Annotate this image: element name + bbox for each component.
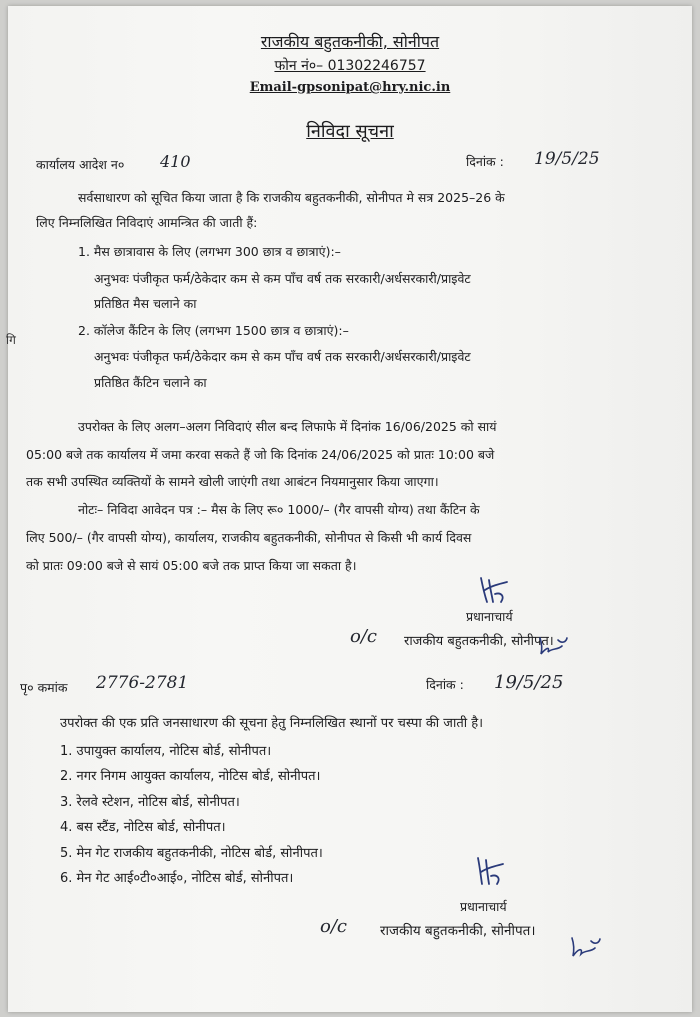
endorsement-item-3: 3. रेलवे स्टेशन, नोटिस बोर्ड, सोनीपत। xyxy=(60,795,240,810)
signature-1-scribble xyxy=(475,572,515,608)
note-line-1: नोटः– निविदा आवेदन पत्र :– मैस के लिए रू० 1000/– (गैर वापसी योग्य) तथा कैंटिन के xyxy=(78,502,480,517)
endorsement-intro: उपरोक्त की एक प्रति जनसाधारण की सूचना हेतु निम्नलिखित स्थानों पर चस्पा की जाती है। xyxy=(60,716,484,731)
submission-line-1: उपरोक्त के लिए अलग–अलग निविदाएं सील बन्द लिफाफे में दिनांक 16/06/2025 को सायं xyxy=(78,419,497,434)
tender-2-heading: 2. कॉलेज कैंटिन के लिए (लगभग 1500 छात्र व छात्राएं):– xyxy=(78,323,349,338)
signature-1-office: राजकीय बहुतकनीकी, सोनीपत। xyxy=(404,634,554,649)
notice-title: निविदा सूचना xyxy=(306,121,394,142)
submission-line-3: तक सभी उपस्थित व्यक्तियों के सामने खोली जाएंगी तथा आबंटन नियमानुसार किया जाएगा। xyxy=(26,474,439,489)
notice-page xyxy=(8,6,692,1012)
initials-2-scribble xyxy=(568,934,604,960)
signature-2-initials xyxy=(568,934,604,960)
order-date: 19/5/25 xyxy=(534,149,600,169)
signature-1-oc: o/c xyxy=(350,626,377,647)
submission-line-2: 05:00 बजे तक कार्यालय में जमा करवा सकते हैं जो कि दिनांक 24/06/2025 को प्रातः 10:00 बजे xyxy=(26,447,495,462)
note-line-3: को प्रातः 09:00 बजे से सायं 05:00 बजे तक प्राप्त किया जा सकता है। xyxy=(26,558,357,573)
tender-1-line-1: अनुभवः पंजीकृत फर्म/ठेकेदार कम से कम पाँच वर्ष तक सरकारी/अर्धसरकारी/प्राइवेट xyxy=(94,271,471,286)
note-line-2: लिए 500/– (गैर वापसी योग्य), कार्यालय, राजकीय बहुतकनीकी, सोनीपत से किसी भी कार्य दिवस xyxy=(26,530,472,545)
tender-1-line-2: प्रतिष्ठित मैस चलाने का xyxy=(94,296,197,311)
intro-line-1: सर्वसाधारण को सूचित किया जाता है कि राजकीय बहुतकनीकी, सोनीपत मे सत्र 2025–26 के xyxy=(78,190,505,205)
endorsement-label: पृ० कमांक xyxy=(20,680,68,695)
signature-2-mark xyxy=(470,852,510,890)
email-line: Email-gpsonipat@hry.nic.in xyxy=(249,80,451,95)
signature-2-designation: प्रधानाचार्य xyxy=(460,899,507,914)
tender-2-line-2: प्रतिष्ठित कैंटिन चलाने का xyxy=(94,375,207,390)
endorsement-item-1: 1. उपायुक्त कार्यालय, नोटिस बोर्ड, सोनीपत। xyxy=(60,744,272,759)
order-date-label: दिनांक : xyxy=(466,154,504,169)
endorsement-item-2: 2. नगर निगम आयुक्त कार्यालय, नोटिस बोर्ड, सोनीपत। xyxy=(60,769,321,784)
signature-1-mark xyxy=(475,572,515,608)
endorsement-item-5: 5. मेन गेट राजकीय बहुतकनीकी, नोटिस बोर्ड, सोनीपत। xyxy=(60,846,323,861)
endorsement-date-label: दिनांक : xyxy=(426,677,464,692)
signature-2-scribble xyxy=(470,852,510,890)
institution-heading: राजकीय बहुतकनीकी, सोनीपत xyxy=(260,32,440,51)
initials-1-scribble xyxy=(536,634,570,658)
signature-2-oc: o/c xyxy=(320,916,347,937)
endorsement-number: 2776-2781 xyxy=(96,673,189,693)
order-label: कार्यालय आदेश न० xyxy=(36,157,125,172)
endorsement-date: 19/5/25 xyxy=(494,672,564,693)
signature-1-designation: प्रधानाचार्य xyxy=(466,609,513,624)
order-number: 410 xyxy=(160,152,191,171)
intro-line-2: लिए निम्नलिखित निविदाएं आमन्त्रित की जाती हैं: xyxy=(36,215,258,230)
margin-mark: गि xyxy=(6,333,16,347)
tender-1-heading: 1. मैस छात्रावास के लिए (लगभग 300 छात्र व छात्राएं):– xyxy=(78,244,341,259)
tender-2-line-1: अनुभवः पंजीकृत फर्म/ठेकेदार कम से कम पाँच वर्ष तक सरकारी/अर्धसरकारी/प्राइवेट xyxy=(94,349,471,364)
signature-1-initials xyxy=(536,634,570,658)
signature-2-office: राजकीय बहुतकनीकी, सोनीपत। xyxy=(380,923,536,939)
endorsement-item-4: 4. बस स्टैंड, नोटिस बोर्ड, सोनीपत। xyxy=(60,820,226,835)
phone-line: फोन नं०– 01302246757 xyxy=(274,58,426,74)
endorsement-item-6: 6. मेन गेट आई०टी०आई०, नोटिस बोर्ड, सोनीपत। xyxy=(60,871,294,886)
